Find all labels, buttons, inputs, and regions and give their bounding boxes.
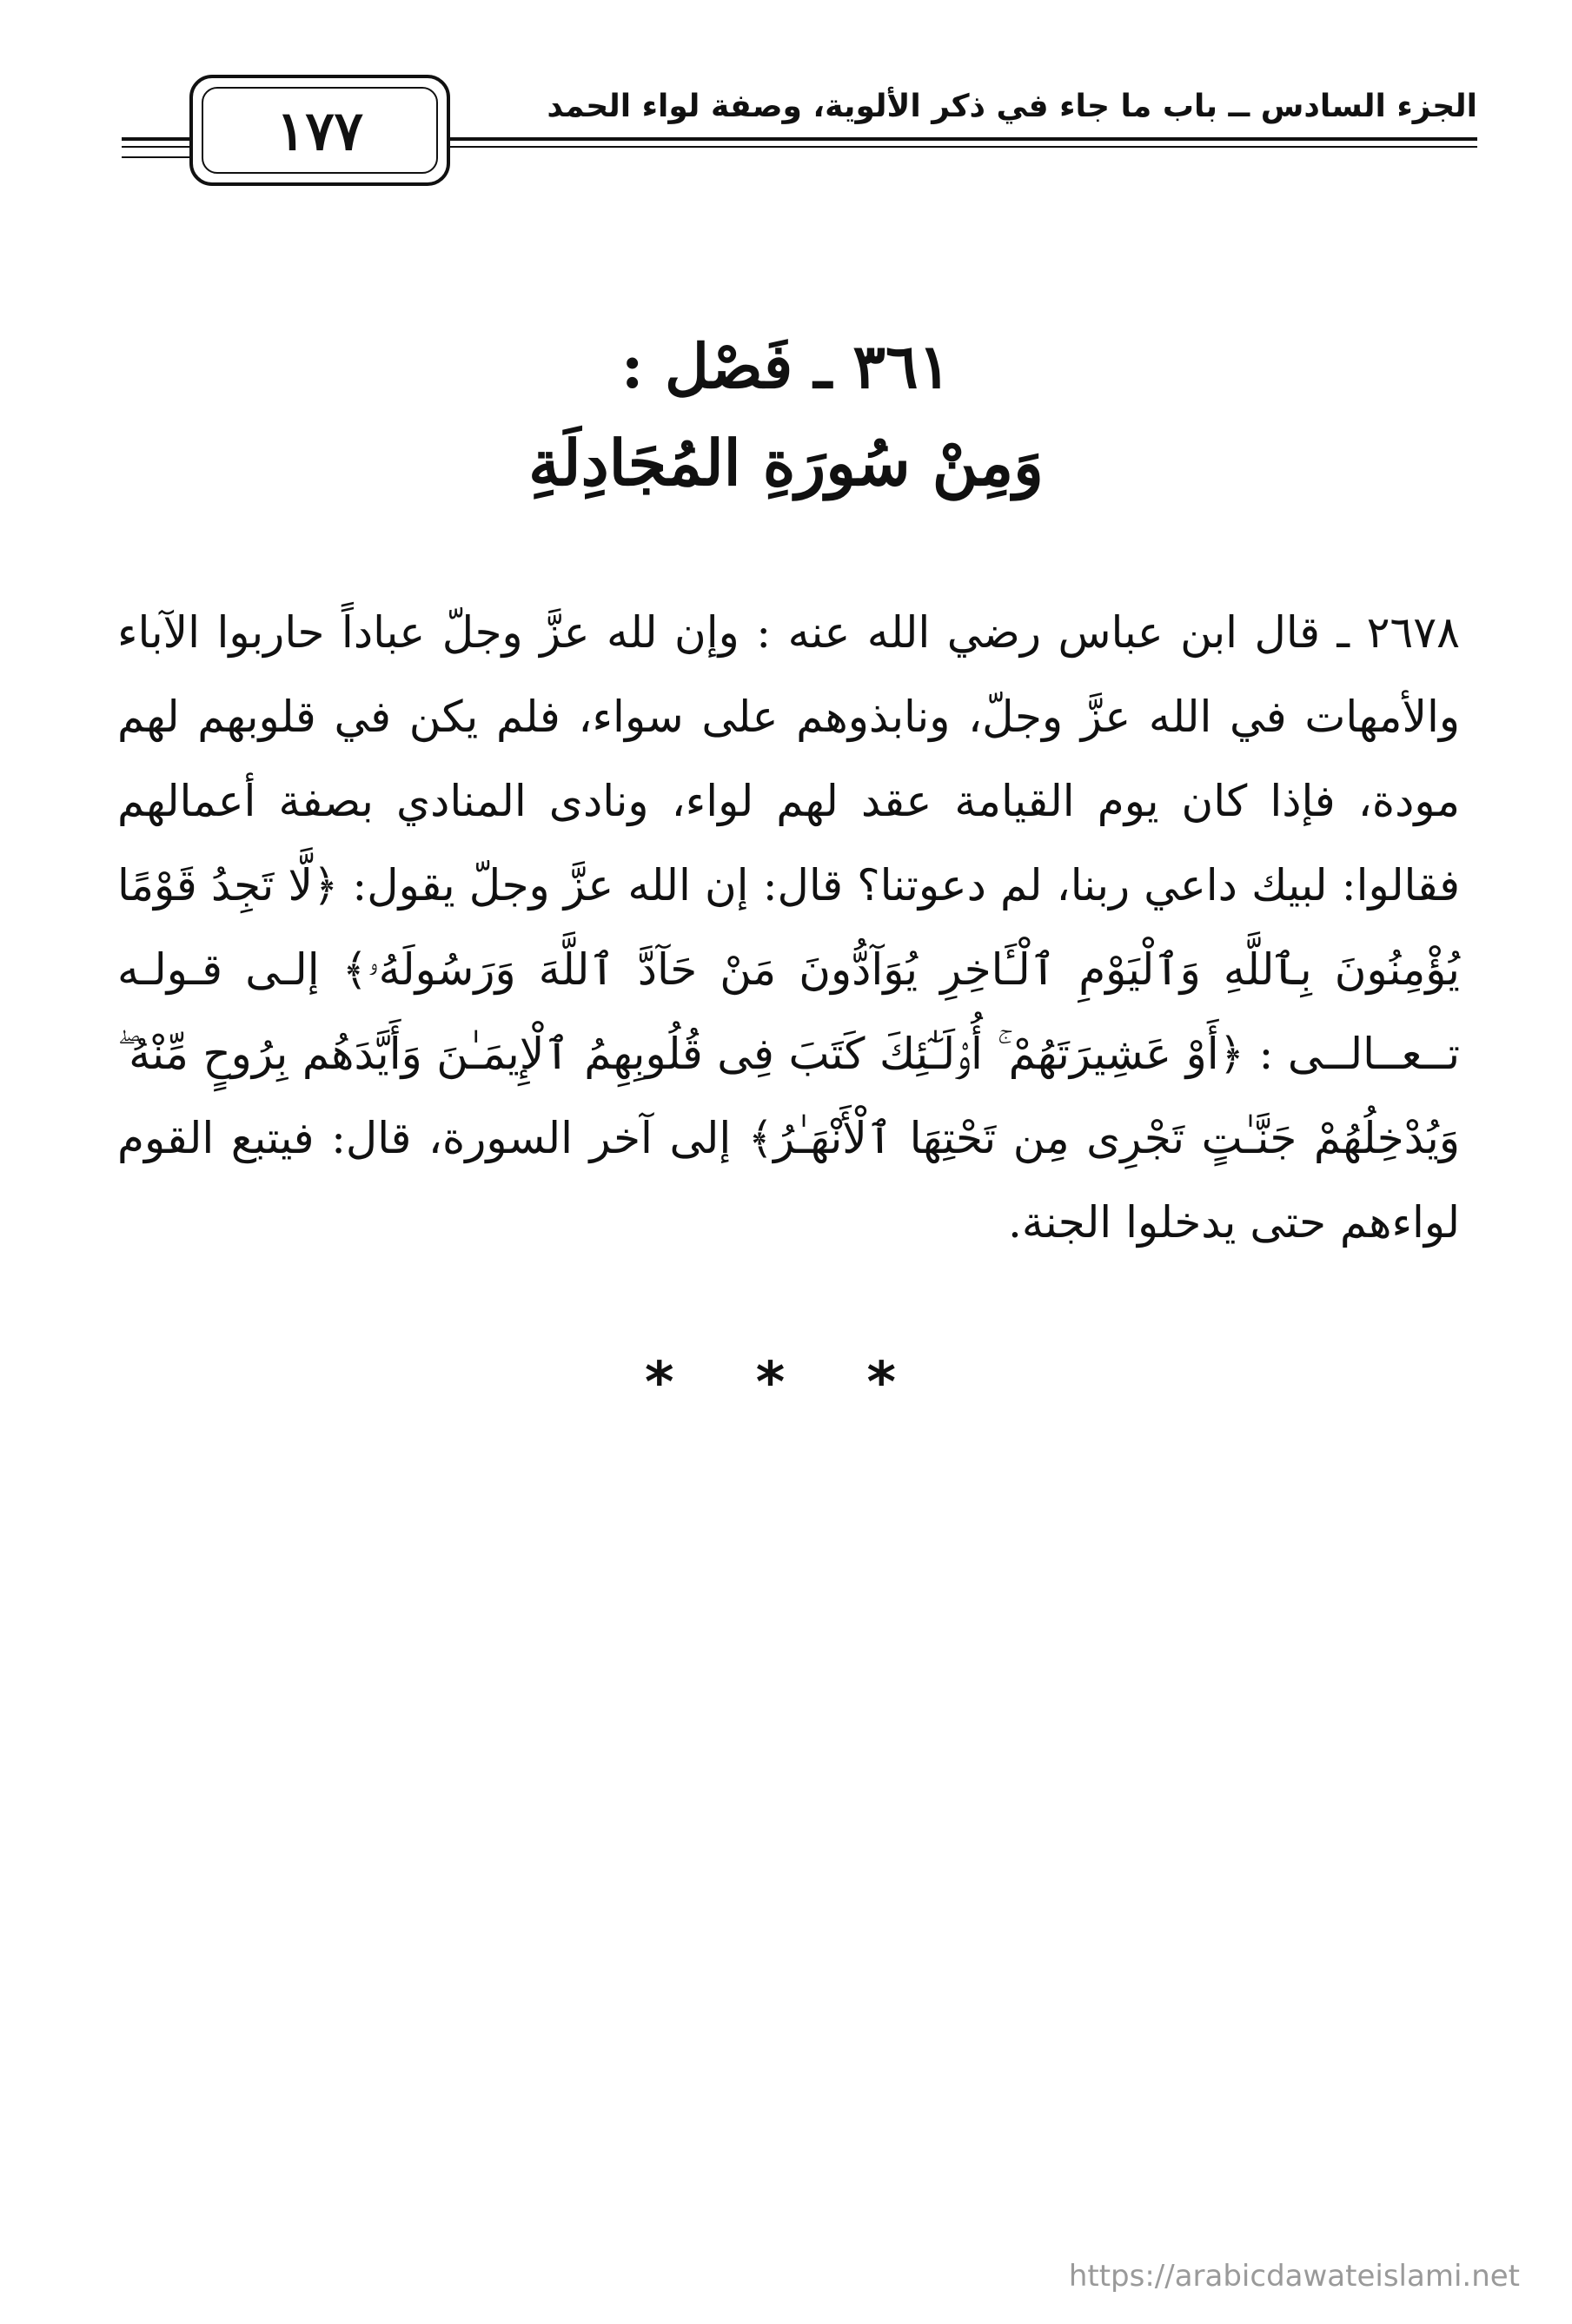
hadith-paragraph [117,591,1460,1265]
page-header [122,70,1477,174]
hadith-text: ـ قال ابن عباس رضي الله عنه : وإن لله عزَّ وجلّ عباداً حاربوا الآباء والأمهات في الله عزَّ وجلّ، ونابذوهم على سواء، فلم يكن في قلوبهم لهم مودة، فإذا كان يوم القيامة عقد لهم لواء، ونادى المنادي بصفة أعمالهم فقالوا: لبيك داعي ربنا، لم دعوتنا؟ قال: إن الله عزَّ وجلّ يقول: [117,607,1460,910]
quran-verse: ﴿أَوْ عَشِيرَتَهُمْ ۚ أُو۟لَـٰٓئِكَ كَتَبَ فِى قُلُوبِهِمُ ٱلْإِيمَـٰنَ وَأَيَّدَهُم بِرُوحٍ مِّنْهُ ۖ وَيُدْخِلُهُمْ جَنَّـٰتٍ تَجْرِى مِن تَحْتِهَا ٱلْأَنْهَـٰرُ﴾ [117,1029,1460,1163]
watermark-url: https://arabicdawateislami.net [1068,2259,1520,2294]
hadith-number: ٢٦٧٨ [1366,607,1460,658]
page-number-frame [189,75,450,186]
page-number: ١٧٧ [276,98,363,162]
chapter-title: وَمِنْ سُورَةِ المُجَادِلَةِ [528,426,1044,500]
hadith-text: إلى آخر السورة، قال: فيتبع القوم لواءهم حتى يدخلوا الجنة. [117,1113,1460,1248]
section-separator: * * * [645,1351,927,1415]
hadith-text: إلـى قـولـه تــعــالــى : [117,944,1460,1079]
page-number-inner-frame [202,87,438,174]
quran-verse: ﴿لَّا تَجِدُ قَوْمًا يُؤْمِنُونَ بِٱللَّهِ وَٱلْيَوْمِ ٱلْـَٔاخِرِ يُوَآدُّونَ مَنْ حَآدَّ ٱللَّهَ وَرَسُولَهُۥ﴾ [117,860,1460,995]
running-title: الجزء السادس ــ باب ما جاء في ذكر الألوية، وصفة لواء الحمد [538,89,1477,124]
chapter-number: ٣٦١ ـ فَصْل : [620,330,952,402]
